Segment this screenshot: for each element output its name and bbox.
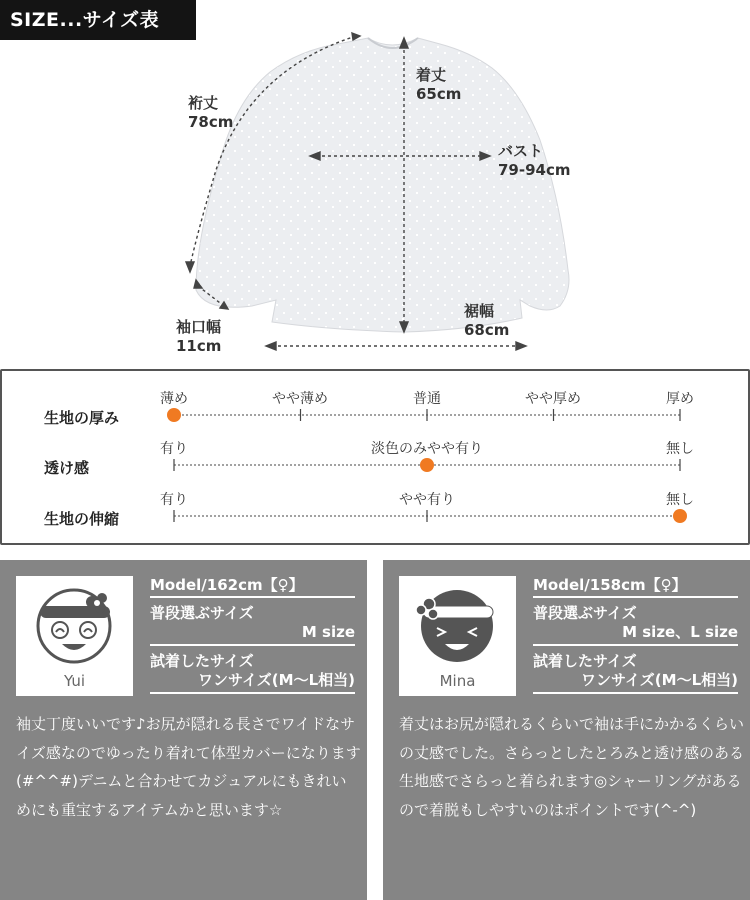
model-height-yui: Model/162cm【♀】 — [150, 574, 355, 598]
winking-face-icon — [399, 576, 516, 672]
thickness-tick-2: 普通 — [413, 391, 441, 407]
size-header: SIZE...サイズ表 — [0, 0, 196, 40]
measure-sleeve-label: 裄丈 — [188, 94, 219, 112]
avatar-yui — [16, 576, 133, 696]
thickness-tick-1: やや薄め — [272, 391, 328, 407]
transparency-tick-0: 有り — [160, 441, 188, 457]
scale-marker-1 — [420, 458, 434, 472]
measure-hem-label: 裾幅 — [464, 302, 495, 320]
size-section — [0, 0, 750, 362]
measure-length-label: 着丈 — [416, 66, 447, 84]
transparency-tick-1: 淡色のみやや有り — [371, 441, 483, 457]
fabric-thickness-label: 生地の厚み — [44, 409, 120, 427]
model-height-mina: Model/158cm【♀】 — [533, 574, 738, 598]
tried-size-value-yui: ワンサイズ(M〜L相当) — [150, 670, 355, 694]
fabric-chart — [0, 369, 750, 545]
stretch-tick-0: 有り — [160, 492, 188, 508]
measure-cuff-label: 袖口幅 — [176, 318, 222, 336]
tried-size-label-yui: 試着したサイズ — [150, 652, 254, 670]
model-panel-mina — [383, 560, 750, 900]
scale-marker-0 — [167, 408, 181, 422]
measure-bust-label: バスト — [498, 142, 544, 160]
thickness-tick-0: 薄め — [160, 391, 188, 407]
model-info-mina — [533, 574, 738, 694]
measure-bust — [498, 142, 571, 180]
blouse-shape — [196, 38, 569, 332]
thickness-tick-3: やや厚め — [525, 391, 581, 407]
usual-size-label-yui: 普段選ぶサイズ — [150, 604, 254, 622]
stretch-tick-1: やや有り — [399, 492, 455, 508]
measure-cuff — [176, 318, 221, 356]
tried-size-value-mina: ワンサイズ(M〜L相当) — [533, 670, 738, 694]
smiling-face-icon — [16, 576, 133, 672]
measure-bust-value: 79-94cm — [498, 161, 571, 179]
measure-hem — [464, 302, 509, 340]
fabric-scales — [2, 371, 748, 543]
model-info-yui — [150, 574, 355, 694]
measure-hem-value: 68cm — [464, 321, 510, 339]
measure-length-value: 65cm — [416, 85, 462, 103]
usual-size-label-mina: 普段選ぶサイズ — [533, 604, 637, 622]
transparency-tick-2: 無し — [666, 441, 694, 457]
model-comment-mina: 着丈はお尻が隠れるくらいで袖は手にかかるくらいの丈感でした。さらっとしたとろみと透け感のある生地感でさらっと着られます◎シャーリングがあるので着脱もしやすいのはポイントです(^-^) — [399, 715, 745, 819]
stretch-label: 生地の伸縮 — [44, 510, 120, 528]
avatar-name-yui: Yui — [63, 672, 86, 690]
usual-size-value-mina: M size、L size — [533, 622, 738, 646]
transparency-label: 透け感 — [44, 459, 90, 477]
tried-size-label-mina: 試着したサイズ — [533, 652, 637, 670]
usual-size-value-yui: M size — [150, 622, 355, 646]
thickness-tick-4: 厚め — [666, 391, 694, 407]
scale-marker-2 — [673, 509, 687, 523]
measure-length — [416, 66, 461, 104]
avatar-name-mina: Mina — [439, 672, 476, 690]
stretch-tick-2: 無し — [666, 492, 694, 508]
garment-illustration — [0, 0, 750, 362]
measure-sleeve — [188, 94, 233, 132]
model-comment-yui: 袖丈丁度いいです♪お尻が隠れる長さでワイドなサイズ感なのでゆったり着れて体型カバーになります(#^^#)デニムと合わせてカジュアルにもきれいめにも重宝するアイテムかと思います☆ — [16, 715, 361, 819]
model-panel-yui — [0, 560, 367, 900]
measure-cuff-value: 11cm — [176, 337, 222, 355]
measure-sleeve-value: 78cm — [188, 113, 234, 131]
avatar-mina — [399, 576, 516, 696]
